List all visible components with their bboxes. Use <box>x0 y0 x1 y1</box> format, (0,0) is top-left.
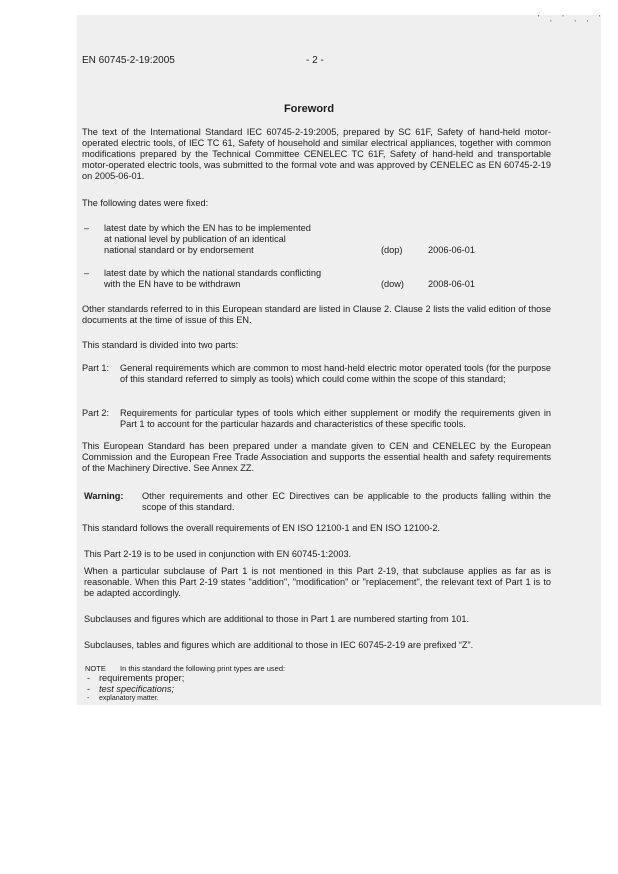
other-standards-paragraph: Other standards referred to in this European standard are listed in Clause 2. Clause 2 lists the valid edition of those documents at the time of issue of this EN. <box>82 304 551 325</box>
date-text-line: with the EN have to be withdrawn <box>104 279 241 289</box>
date-value: 2008-06-01 <box>428 279 475 289</box>
date-text-line: at national level by publication of an identical <box>104 234 286 244</box>
intro-paragraph: The text of the International Standard IEC 60745-2-19:2005, prepared by SC 61F, Safety of hand-held motor-operated electric tools, of IEC TC 61, Safety of household and similar electrical appliances, together with common modifications prepared by the Technical Committee CENELEC TC 61F, Safety of hand-held and transportable motor-operated electric tools, was submitted to the formal vote and was approved by CENELEC as EN 60745-2-19 on 2005-06-01. <box>82 127 551 181</box>
date-value: 2006-06-01 <box>428 245 475 255</box>
prefixed-paragraph: Subclauses, tables and figures which are additional to those in IEC 60745-2-19 are prefixed “Z”. <box>84 640 474 650</box>
mandate-paragraph: This European Standard has been prepared under a mandate given to CEN and CENELEC by the European Commission and the European Free Trade Association and supports the essential health and safety requirements of the Machinery Directive. See Annex ZZ. <box>82 441 551 473</box>
page-number: - 2 - <box>306 55 324 66</box>
subclause-rule-paragraph: When a particular subclause of Part 1 is not mentioned in this Part 2-19, that subclause applies as far as is reasonable. When this Part 2-19 states "addition", "modification" or "replacement", the relevant text of Part 1 is to be adapted accordingly. <box>84 566 551 598</box>
date-text-line: national standard or by endorsement <box>104 245 254 255</box>
list-dash: – <box>84 223 90 233</box>
date-code: (dow) <box>381 279 404 289</box>
note-dash: - <box>87 673 91 683</box>
document-id: EN 60745-2-19:2005 <box>82 55 175 66</box>
iso-paragraph: This standard follows the overall requirements of EN ISO 12100-1 and EN ISO 12100-2. <box>82 523 440 533</box>
note-text: In this standard the following print types are used: <box>120 664 286 673</box>
date-text-line: latest date by which the EN has to be implemented <box>104 223 311 233</box>
note-item-requirements: requirements proper; <box>99 673 185 683</box>
scan-specks: ' , ' , , ' <box>538 14 605 23</box>
note-item-explanatory: explanatory matter. <box>99 695 159 702</box>
part-text: General requirements which are common to most hand-held electric motor operated tools (for the purpose of this standard referred to simply as tools) which could come within the scope of this standard; <box>120 363 551 384</box>
list-dash: – <box>84 268 90 278</box>
warning-label: Warning: <box>84 491 124 501</box>
note-dash: - <box>87 695 90 702</box>
note-label: NOTE <box>85 664 106 673</box>
note-item-test-specifications: test specifications; <box>99 684 175 694</box>
date-code: (dop) <box>381 245 403 255</box>
part-text: Requirements for particular types of tools which either supplement or modify the requirements given in Part 1 to account for the particular hazards and characteristics of these specific tools. <box>120 408 551 429</box>
warning-text: Other requirements and other EC Directives can be applicable to the products falling within the scope of this standard. <box>142 491 551 512</box>
part-label: Part 2: <box>82 408 110 418</box>
part-label: Part 1: <box>82 363 110 373</box>
date-text-line: latest date by which the national standards conflicting <box>104 268 322 278</box>
scanned-page-background <box>77 15 601 705</box>
numbered-paragraph: Subclauses and figures which are additional to those in Part 1 are numbered starting from 101. <box>84 614 470 624</box>
note-dash: - <box>87 684 91 694</box>
page-title: Foreword <box>283 103 335 115</box>
conjunction-paragraph: This Part 2-19 is to be used in conjunction with EN 60745-1:2003. <box>84 549 352 559</box>
divided-paragraph: This standard is divided into two parts: <box>82 340 239 350</box>
dates-intro: The following dates were fixed: <box>82 198 209 208</box>
